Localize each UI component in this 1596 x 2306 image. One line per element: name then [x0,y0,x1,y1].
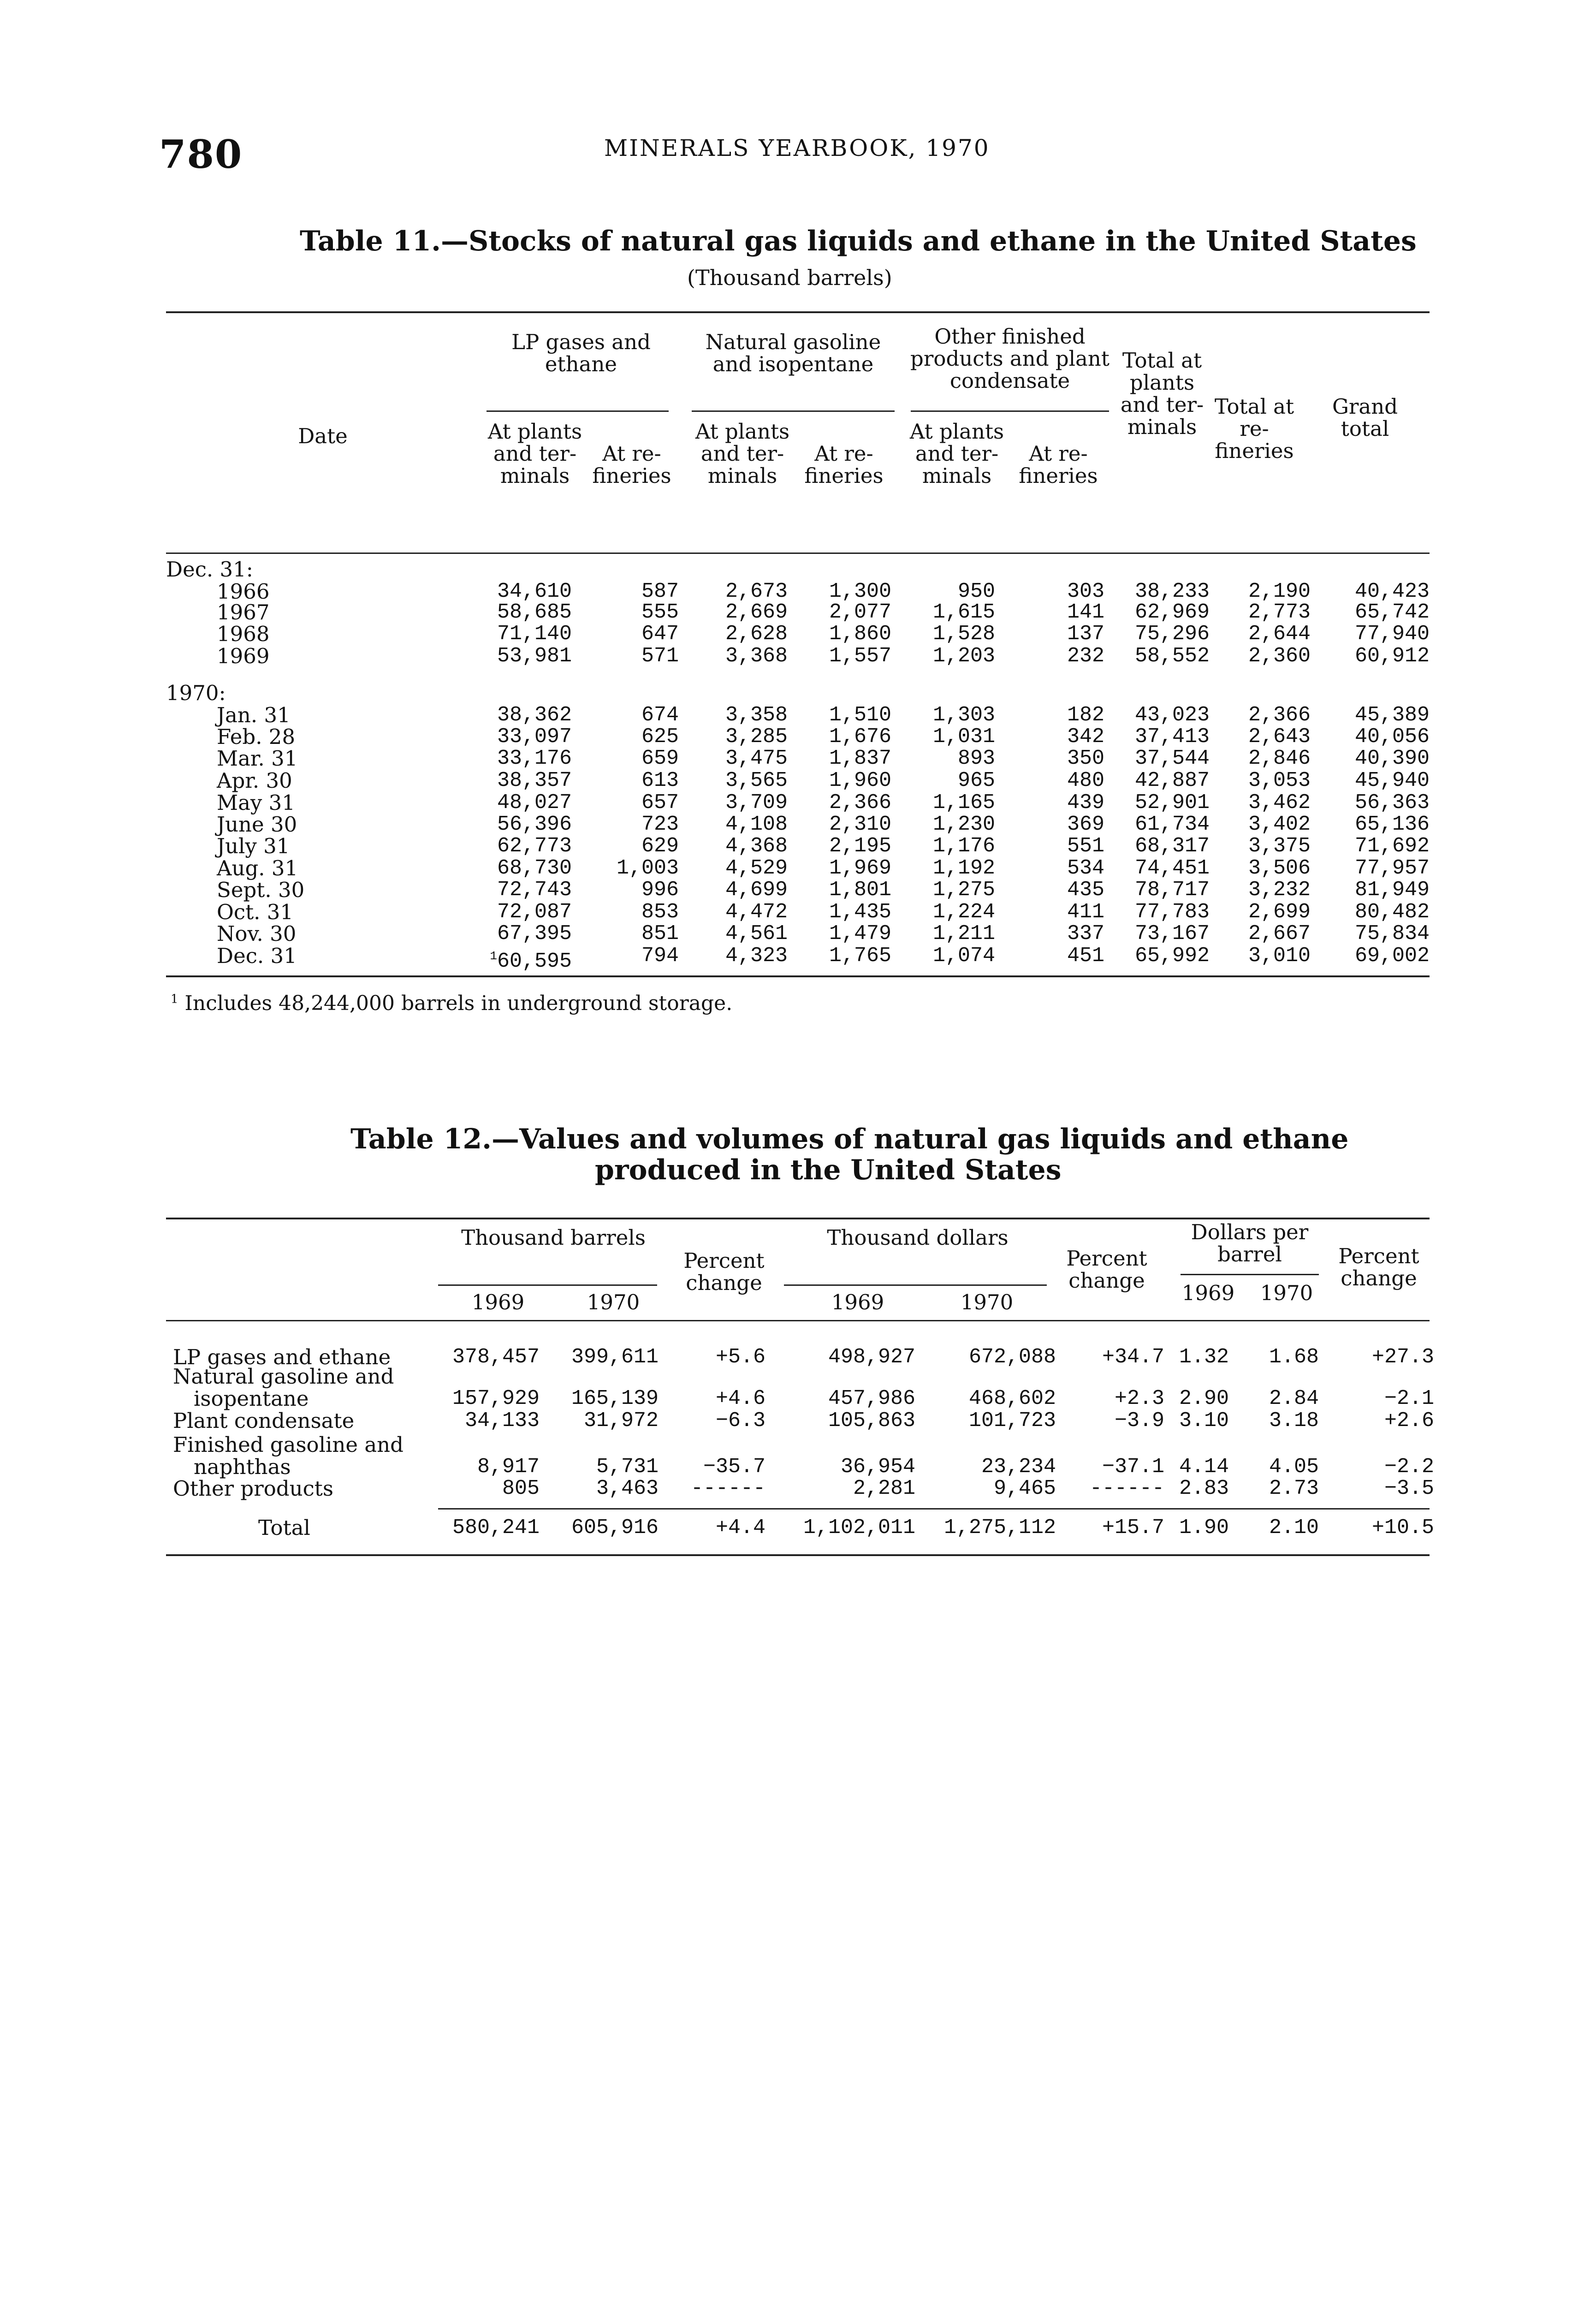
t11-row-label: May 31 [217,790,295,815]
t11-cell: 480 [1067,769,1104,792]
t11-row-label: Oct. 31 [217,900,294,924]
t12-total-cell: 1.90 [1179,1516,1229,1539]
t11-cell: 1,031 [932,725,995,749]
t11-cell: 40,423 [1354,580,1430,603]
t12-total-cell: 2.10 [1269,1516,1319,1539]
t12-cell: 468,602 [968,1387,1056,1410]
t12-cell: 105,863 [828,1409,915,1432]
t11-head-lp-refineries: At re- fineries [592,441,671,488]
t11-cell: 60,912 [1354,644,1430,668]
footnote-text: Includes 48,244,000 barrels in underground storage. [184,992,733,1015]
t11-cell: 4,368 [725,834,788,858]
t12-cell: 101,723 [968,1409,1056,1432]
t11-section-1970: 1970: [166,681,226,705]
t12-cell: 31,972 [583,1409,659,1432]
t11-cell: 65,742 [1354,600,1430,624]
t11-cell: 3,565 [725,769,788,792]
t11-cell: 571 [641,644,679,668]
t11-cell: 369 [1067,813,1104,836]
table11-top-rule [166,311,1430,313]
t11-cell: 45,389 [1354,703,1430,727]
t11-head-lp: LP gases and ethane [511,330,651,376]
t12-head-p1970: 1970 [1260,1281,1313,1305]
t12-total-cell: 1,275,112 [943,1516,1056,1539]
t11-cell: 3,358 [725,703,788,727]
t11-cell: 965 [957,769,995,792]
t11-cell: 3,368 [725,644,788,668]
t11-cell: 674 [641,703,679,727]
t11-cell: 1,676 [829,725,891,749]
t12-cell: −2.1 [1384,1387,1434,1410]
t12-head-b1969: 1969 [471,1290,525,1314]
t12-total-cell: +10.5 [1371,1516,1434,1539]
t11-cell: 1,003 [616,856,679,880]
t11-cell: 794 [641,944,679,968]
t11-cell: 587 [641,580,679,603]
t11-cell: 67,395 [497,922,572,945]
t11-cell: 1,837 [829,747,891,770]
t12-cell: −3.5 [1384,1477,1434,1500]
table11-subtitle: (Thousand barrels) [687,265,892,290]
t11-cell: 137 [1067,622,1104,646]
t11-cell: 303 [1067,580,1104,603]
t11-row-label: Mar. 31 [217,746,298,771]
t11-cell: 56,363 [1354,791,1430,814]
t12-row-label: isopentane [194,1386,309,1411]
t11-cell: 657 [641,791,679,814]
t11-head-other: Other finished products and plant condensate [910,324,1109,393]
t11-cell: 1,615 [932,600,995,624]
table11-bottom-rule [166,975,1430,977]
t11-cell: 37,413 [1134,725,1210,749]
t11-cell: 34,610 [497,580,572,603]
t11-cell: 3,375 [1248,834,1311,858]
t11-cell: 4,323 [725,944,788,968]
t11-cell: 2,195 [829,834,891,858]
running-head: MINERALS YEARBOOK, 1970 [604,135,990,161]
t11-cell: 72,743 [497,878,572,902]
t12-cell: 5,731 [596,1455,659,1479]
t12-row-label: Natural gasoline and [173,1364,394,1389]
t11-cell: 3,462 [1248,791,1311,814]
t11-head-oth-plants: At plants and ter- minals [909,419,1004,488]
t11-cell: 851 [641,922,679,945]
t11-cell: 45,940 [1354,769,1430,792]
t11-row-label: 1966 [217,579,270,604]
t11-cell: 2,773 [1248,600,1311,624]
t11-cell: 659 [641,747,679,770]
t12-head-d1969: 1969 [831,1290,884,1314]
t11-cell: 1,192 [932,856,995,880]
t12-total-cell: 580,241 [452,1516,540,1539]
page-number: 780 [159,131,243,177]
t11-head-oth-refineries: At re- fineries [1019,441,1098,488]
t11-cell: 342 [1067,725,1104,749]
t11-cell: 411 [1067,900,1104,924]
t11-cell: 551 [1067,834,1104,858]
t12-rule-barrels [438,1284,657,1286]
t11-cell: 77,783 [1134,900,1210,924]
t11-cell: 65,136 [1354,813,1430,836]
t12-total-cell: 605,916 [571,1516,659,1539]
t11-row-label: Jan. 31 [217,703,291,727]
t11-cell: 4,472 [725,900,788,924]
t11-cell: 1,960 [829,769,891,792]
t11-cell: 1,176 [932,834,995,858]
t11-cell: 1,165 [932,791,995,814]
t12-head-p1969: 1969 [1181,1281,1235,1305]
t11-cell: 52,901 [1134,791,1210,814]
t11-row-label: Dec. 31 [217,944,297,968]
t11-cell: 625 [641,725,679,749]
t12-cell: +27.3 [1371,1345,1434,1369]
t11-cell: 33,097 [497,725,572,749]
footnote-marker: 1 [171,992,178,1006]
t11-cell: 1,230 [932,813,995,836]
t11-cell: 40,056 [1354,725,1430,749]
t11-cell: 141 [1067,600,1104,624]
t11-cell: 629 [641,834,679,858]
t11-cell: 81,949 [1354,878,1430,902]
t11-cell: 1,510 [829,703,891,727]
t12-cell: 2.84 [1269,1387,1319,1410]
t12-cell: −6.3 [715,1409,765,1432]
t11-cell: 3,010 [1248,944,1311,968]
t11-cell: 1,203 [932,644,995,668]
t12-row-label: Finished gasoline and [173,1432,403,1457]
t11-head-lp-plants: At plants and ter- minals [487,419,582,488]
t11-cell: 38,357 [497,769,572,792]
t11-cell: 3,053 [1248,769,1311,792]
table11-footnote [171,992,732,1015]
t11-head-total-plants: Total at plants and ter- minals [1120,348,1204,439]
t12-head-dollars-per-barrel: Dollars per barrel [1191,1220,1309,1266]
t12-cell: +2.3 [1114,1387,1164,1410]
t11-cell: 75,834 [1354,922,1430,945]
t12-total-cell: 1,102,011 [803,1516,915,1539]
t11-cell: 33,176 [497,747,572,770]
t12-cell: 23,234 [981,1455,1056,1479]
t12-rule-perbarrel [1181,1274,1319,1275]
t11-cell: 1,303 [932,703,995,727]
t11-rule-natural [692,410,895,412]
t12-cell: 805 [502,1477,540,1500]
t11-cell: 1,528 [932,622,995,646]
t11-cell: 893 [957,747,995,770]
t12-row-label: LP gases and ethane [173,1345,391,1369]
t11-cell: 40,390 [1354,747,1430,770]
t11-head-total-refineries: Total at re- fineries [1214,394,1294,463]
t12-cell: 4.14 [1179,1455,1229,1479]
t12-head-thousand-dollars: Thousand dollars [827,1225,1009,1250]
t11-cell: 350 [1067,747,1104,770]
t11-cell: 3,709 [725,791,788,814]
t12-cell: 498,927 [828,1345,915,1369]
t11-cell: 48,027 [497,791,572,814]
t11-cell: 2,673 [725,580,788,603]
t12-row-label: Other products [173,1476,333,1501]
t12-cell: 672,088 [968,1345,1056,1369]
t12-cell: 2.73 [1269,1477,1319,1500]
t11-cell: 337 [1067,922,1104,945]
t11-cell: 78,717 [1134,878,1210,902]
t12-row-label: Plant condensate [173,1409,355,1433]
t12-rule-dollars [784,1284,1047,1286]
t12-cell: 457,986 [828,1387,915,1410]
t11-row-label: July 31 [217,834,290,858]
t12-head-pct1: Percent change [683,1248,765,1295]
t11-head-date: Date [298,424,348,448]
t11-cell: 555 [641,600,679,624]
t11-cell: 42,887 [1134,769,1210,792]
t11-head-nat-refineries: At re- fineries [804,441,884,488]
t11-cell: 1,860 [829,622,891,646]
t11-row-label: 1968 [217,622,270,646]
t12-head-d1970: 1970 [960,1290,1014,1314]
t11-row-label: Apr. 30 [217,768,292,793]
t11-cell: 4,699 [725,878,788,902]
t12-total-label: Total [258,1516,310,1540]
t11-cell: 1,435 [829,900,891,924]
t11-cell: 451 [1067,944,1104,968]
t12-cell: −35.7 [703,1455,765,1479]
t11-cell: 1,211 [932,922,995,945]
t12-cell: 8,917 [477,1455,540,1479]
t11-cell: 65,992 [1134,944,1210,968]
t11-cell: 3,402 [1248,813,1311,836]
table12-top-rule [166,1218,1430,1219]
t11-cell: 4,529 [725,856,788,880]
t11-cell: 2,643 [1248,725,1311,749]
t11-row-label: Aug. 31 [217,856,298,880]
t12-cell: ------ [690,1477,765,1500]
t11-cell: 38,233 [1134,580,1210,603]
t11-cell: 1,224 [932,900,995,924]
t11-cell: 2,077 [829,600,891,624]
t11-cell: 534 [1067,856,1104,880]
t11-cell: 1,969 [829,856,891,880]
t11-cell: 75,296 [1134,622,1210,646]
t11-row-label: Feb. 28 [217,725,296,749]
t11-row-label: Sept. 30 [217,878,305,902]
t12-cell: −3.9 [1114,1409,1164,1432]
t11-cell: 1,074 [932,944,995,968]
t11-cell: 61,734 [1134,813,1210,836]
t11-head-grand-total: Grand total [1332,394,1398,441]
t11-cell: 3,285 [725,725,788,749]
t11-cell: 2,667 [1248,922,1311,945]
t11-cell: 69,002 [1354,944,1430,968]
t11-cell: 71,692 [1354,834,1430,858]
t11-cell: 3,232 [1248,878,1311,902]
t11-rule-other [911,410,1109,412]
t11-cell: 4,108 [725,813,788,836]
t11-row-label: Nov. 30 [217,921,297,946]
table12-total-rule [438,1508,1430,1510]
t11-cell: 37,544 [1134,747,1210,770]
t12-cell: 157,929 [452,1387,540,1410]
t11-cell: 77,957 [1354,856,1430,880]
t12-cell: +34.7 [1102,1345,1164,1369]
t11-cell: 2,366 [829,791,891,814]
t11-cell: 2,699 [1248,900,1311,924]
t12-cell: 36,954 [840,1455,915,1479]
t11-cell: 435 [1067,878,1104,902]
t12-head-b1970: 1970 [587,1290,640,1314]
t11-row-label: June 30 [217,812,297,837]
t12-cell: 1.32 [1179,1345,1229,1369]
t11-cell: 647 [641,622,679,646]
t11-cell: 2,846 [1248,747,1311,770]
t11-cell: 950 [957,580,995,603]
t12-total-cell: +15.7 [1102,1516,1164,1539]
t11-cell: 613 [641,769,679,792]
t11-cell: 2,669 [725,600,788,624]
t11-cell: 996 [641,878,679,902]
t11-cell: 2,644 [1248,622,1311,646]
t12-cell: 1.68 [1269,1345,1319,1369]
t11-cell: 1,801 [829,878,891,902]
table12-header-rule [166,1320,1430,1321]
t11-cell: 1,479 [829,922,891,945]
t11-cell: 38,362 [497,703,572,727]
table12-title-line2: produced in the United States [595,1154,1062,1186]
t11-cell: 53,981 [497,644,572,668]
t11-cell: 1,275 [932,878,995,902]
t11-cell: 62,773 [497,834,572,858]
table12-bottom-rule [166,1554,1430,1556]
t11-cell: 56,396 [497,813,572,836]
t11-cell: 71,140 [497,622,572,646]
t11-cell: 1,300 [829,580,891,603]
t11-cell: 2,628 [725,622,788,646]
t11-cell: 3,506 [1248,856,1311,880]
t12-cell: −2.2 [1384,1455,1434,1479]
t11-cell: 77,940 [1354,622,1430,646]
table12-title-line1: Table 12.—Values and volumes of natural gas liquids and ethane [350,1123,1349,1155]
t11-cell [490,945,572,972]
t12-row-label: naphthas [194,1455,291,1479]
t11-cell: 1,765 [829,944,891,968]
t11-rule-lp [487,410,669,412]
t11-section-dec31: Dec. 31: [166,557,253,582]
t11-cell: 68,317 [1134,834,1210,858]
t11-cell: 80,482 [1354,900,1430,924]
t11-cell: 58,552 [1134,644,1210,668]
t11-cell: 58,685 [497,600,572,624]
t11-footnote-ref: 1 [490,949,497,963]
table11-title: Table 11.—Stocks of natural gas liquids and ethane in the United States [300,225,1417,257]
t11-cell: 73,167 [1134,922,1210,945]
t11-cell: 439 [1067,791,1104,814]
t11-cell: 4,561 [725,922,788,945]
t11-cell: 232 [1067,644,1104,668]
t11-cell: 2,190 [1248,580,1311,603]
t12-cell: 2,281 [853,1477,915,1500]
t12-cell: 3.18 [1269,1409,1319,1432]
t12-cell: +5.6 [715,1345,765,1369]
t12-total-cell: +4.4 [715,1516,765,1539]
t12-head-pct2: Percent change [1066,1246,1147,1293]
table11-header-rule [166,553,1430,554]
t12-cell: 34,133 [464,1409,540,1432]
t11-cell: 72,087 [497,900,572,924]
t11-row-label: 1967 [217,600,270,624]
t12-cell: +4.6 [715,1387,765,1410]
t11-cell: 74,451 [1134,856,1210,880]
t11-cell: 2,360 [1248,644,1311,668]
t11-cell-value: 60,595 [497,950,572,973]
t12-cell: +2.6 [1384,1409,1434,1432]
t12-cell: 2.83 [1179,1477,1229,1500]
t12-cell: 3.10 [1179,1409,1229,1432]
t12-cell: 9,465 [993,1477,1056,1500]
t12-cell: 2.90 [1179,1387,1229,1410]
t11-cell: 43,023 [1134,703,1210,727]
t12-cell: 399,611 [571,1345,659,1369]
t11-row-label: 1969 [217,644,270,668]
t11-head-natural: Natural gasoline and isopentane [705,330,881,376]
t11-cell: 3,475 [725,747,788,770]
t12-cell: −37.1 [1102,1455,1164,1479]
t11-cell: 723 [641,813,679,836]
t11-cell: 62,969 [1134,600,1210,624]
t12-cell: 165,139 [571,1387,659,1410]
t12-cell: ------ [1089,1477,1164,1500]
t11-cell: 68,730 [497,856,572,880]
t11-cell: 1,557 [829,644,891,668]
t12-head-pct3: Percent change [1338,1244,1419,1290]
t12-cell: 378,457 [452,1345,540,1369]
t11-head-nat-plants: At plants and ter- minals [695,419,790,488]
t11-cell: 853 [641,900,679,924]
t11-cell: 182 [1067,703,1104,727]
t11-cell: 2,310 [829,813,891,836]
t12-head-thousand-barrels: Thousand barrels [461,1225,646,1250]
t11-cell: 2,366 [1248,703,1311,727]
t12-cell: 3,463 [596,1477,659,1500]
t12-cell: 4.05 [1269,1455,1319,1479]
